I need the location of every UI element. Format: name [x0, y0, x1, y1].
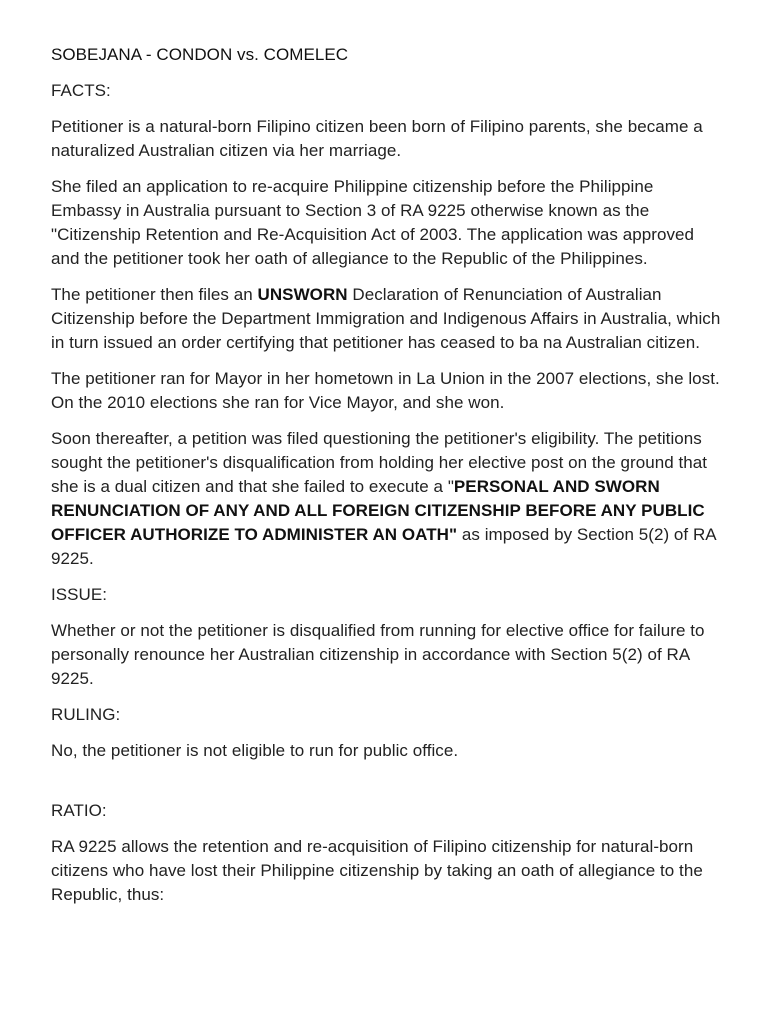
facts-paragraph-1: Petitioner is a natural-born Filipino citizen been born of Filipino parents, she became a naturalized Australian citizen via her marriage. [51, 117, 703, 160]
ruling-heading: RULING: [51, 705, 121, 724]
facts-paragraph-5 [51, 427, 724, 571]
ratio-heading: RATIO: [51, 801, 107, 820]
facts-paragraph-3-text-end: Declaration of Renunciation of Australian Citizenship before the Department Immigration and Indigenous Affairs in Australia, which in turn issued an order certifying that petitioner has ceased to ba na Australian citizen. [51, 285, 721, 352]
ratio-paragraph: RA 9225 allows the retention and re-acquisition of Filipino citizenship for natural-born citizens who have lost their Philippine citizenship by taking an oath of allegiance to the Republic, thus: [51, 837, 703, 904]
facts-paragraph-3-text-start: The petitioner then files an [51, 285, 258, 304]
issue-paragraph: Whether or not the petitioner is disqualified from running for elective office for failure to personally renounce her Australian citizenship in accordance with Section 5(2) of RA 9225. [51, 621, 705, 688]
facts-heading: FACTS: [51, 81, 111, 100]
case-title: SOBEJANA - CONDON vs. COMELEC [51, 45, 349, 64]
unsworn-emphasis: UNSWORN [257, 285, 348, 304]
facts-paragraph-3 [51, 283, 724, 355]
facts-paragraph-2: She filed an application to re-acquire Philippine citizenship before the Philippine Embassy in Australia pursuant to Section 3 of RA 9225 otherwise known as the "Citizenship Retention and Re-Acquisition Act of 2003. The application was approved and the petitioner took her oath of allegiance to the Republic of the Philippines. [51, 177, 695, 268]
facts-paragraph-5-text-end: as imposed by Section 5(2) of RA 9225. [51, 525, 716, 568]
facts-paragraph-5-text-start: Soon thereafter, a petition was filed questioning the petitioner's eligibility. The petitions sought the petitioner's disqualification from holding her elective post on the ground that she is a dual citizen and that she failed to execute a " [51, 429, 708, 496]
issue-heading: ISSUE: [51, 585, 108, 604]
renunciation-requirement-emphasis: PERSONAL AND SWORN RENUNCIATION OF ANY AND ALL FOREIGN CITIZENSHIP BEFORE ANY PUBLIC OFFICER AUTHORIZE TO ADMINISTER AN OATH" [51, 477, 705, 544]
ruling-paragraph: No, the petitioner is not eligible to run for public office. [51, 741, 459, 760]
facts-paragraph-4: The petitioner ran for Mayor in her hometown in La Union in the 2007 elections, she lost. On the 2010 elections she ran for Vice Mayor, and she won. [51, 369, 720, 412]
